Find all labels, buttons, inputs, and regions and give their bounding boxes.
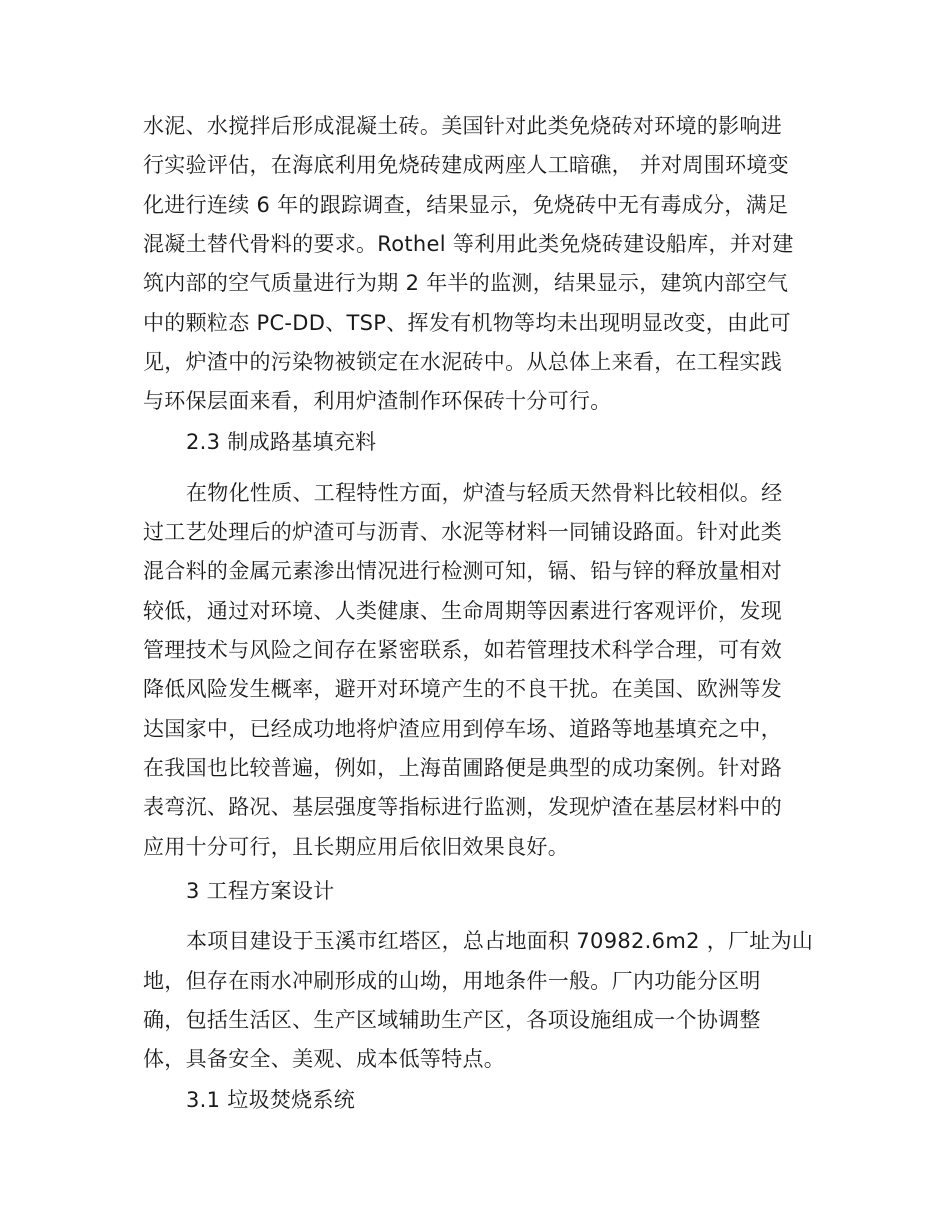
text-line: 化进行连续 6 年的跟踪调查，结果显示，免烧砖中无有毒成分，满足 (143, 193, 789, 217)
text-line: 降低风险发生概率，避开对环境产生的不良干扰。在美国、欧洲等发 (143, 677, 782, 701)
text-line: 见，炉渣中的污染物被锁定在水泥砖中。从总体上来看，在工程实践 (143, 350, 782, 374)
text-line: 较低，通过对环境、人类健康、生命周期等因素进行客观评价，发现 (143, 599, 782, 623)
text-line: 确，包括生活区、生产区域辅助生产区，各项设施组成一个协调整 (143, 1008, 761, 1032)
text-line: 中的颗粒态 PC-DD、TSP、挥发有机物等均未出现明显改变，由此可 (143, 311, 791, 335)
text-line: 混合料的金属元素渗出情况进行检测可知，镉、铅与锌的释放量相对 (143, 559, 782, 583)
text-line: 混凝土替代骨料的要求。Rothel 等利用此类免烧砖建设船库，并对建 (143, 232, 794, 256)
text-line: 地，但存在雨水冲刷形成的山坳，用地条件一般。厂内功能分区明 (143, 969, 761, 993)
text-line: 与环保层面来看，利用炉渣制作环保砖十分可行。 (143, 389, 612, 413)
section-heading: 3.1 垃圾焚烧系统 (186, 1088, 356, 1112)
text-line: 水泥、水搅拌后形成混凝土砖。美国针对此类免烧砖对环境的影响进 (143, 114, 782, 138)
text-line: 在物化性质、工程特性方面，炉渣与轻质天然骨料比较相似。经 (186, 481, 783, 505)
text-line: 表弯沉、路况、基层强度等指标进行监测，发现炉渣在基层材料中的 (143, 795, 782, 819)
text-line: 筑内部的空气质量进行为期 2 年半的监测，结果显示，建筑内部空气 (143, 271, 789, 295)
section-heading: 2.3 制成路基填充料 (186, 430, 377, 454)
text-line: 管理技术与风险之间存在紧密联系，如若管理技术科学合理，可有效 (143, 638, 782, 662)
text-line: 体，具备安全、美观、成本低等特点。 (143, 1047, 506, 1071)
text-line: 行实验评估，在海底利用免烧砖建成两座人工暗礁， 并对周围环境变 (143, 153, 789, 177)
text-line: 在我国也比较普遍，例如，上海苗圃路便是典型的成功案例。针对路 (143, 756, 782, 780)
section-heading: 3 工程方案设计 (186, 879, 335, 903)
text-line: 本项目建设于玉溪市红塔区，总占地面积 70982.6m2 ，厂址为山 (186, 929, 814, 953)
text-line: 达国家中，已经成功地将炉渣应用到停车场、道路等地基填充之中， (143, 717, 782, 741)
text-line: 过工艺处理后的炉渣可与沥青、水泥等材料一同铺设路面。针对此类 (143, 520, 782, 544)
text-line: 应用十分可行，且长期应用后依旧效果良好。 (143, 835, 569, 859)
